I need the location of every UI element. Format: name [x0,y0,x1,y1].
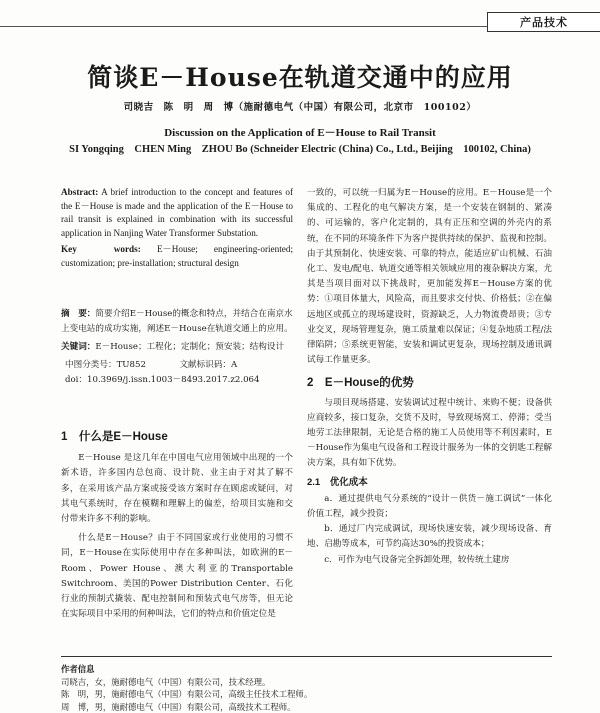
doc-code-label: 文献标识码： [179,360,232,370]
doc-code-value: A [231,360,238,370]
list-item: c．可作为电气设备完全拆卸处理，较传统土建房 [324,554,510,565]
section-1 [61,430,293,622]
clc-value: TU852 [116,360,146,370]
list-item: b．通过厂内完成调试，现场快速安装，减少现场设备、育地、启勘等成本，可节约高达30%的投资成本； [307,524,552,550]
author-info-line: 陈 明，男，施耐德电气（中国）有限公司，高级主任技术工程师。 [61,689,313,700]
abstract-cn [61,307,293,388]
abstract-cn-label: 摘 要： [61,309,96,319]
right-paragraph-continued: 一致的，可以统一归属为E－House的应用。E－House是一个集成的、工程化的电气解决方案，是一个安装在钢制的、紧凑的、可运输的，客户化定制的，具有正压和空调的外壳内的系统，在不同的环境条件下为客户提供持续的保护、监视和控制。由于其预制化、快速安装、可靠的特点，能适应矿山机械、石油化工、发电/配电、轨道交通等相关领域应用的複杂解决方案，尤其是当项目面对以下挑战时，更加能发挥E－House方案的优势：①项目体量大，风险高，而且要求交付快、价格低；②在偏远地区或孤立的现场建设时，资源缺乏，人力物流费昂贵；③专业交叉，现场管理复杂，施工质量难以保证；④复杂地质工程/法律陷阱；⑤系统更智能，安装和调试更复杂，现场控制及通讯调试每工作量更多。 [307,188,552,366]
keywords-cn-text: E－House；工程化；定制化；预安装；结构设计 [95,342,285,352]
abstract-text: A brief introduction to the concept and features of the E－House is made and the application of the E－House to rail transit is explained in combination with its successful application in Nanjing Water Transformer Substation. [61,187,294,238]
keywords-label: Key words: [61,244,141,255]
section-2-paragraph-1: 与项目现场搭建、安装调试过程中统计、来购不便；设备供应商较多，接口复杂，交货不及时，导致现场窝工、停滞；受当地劳工法律限制，无论是合格的施工人员使用等不利因素时，E－House作为集电气设备和工程设计服务为一体的交钥匙工程解决方案，具有如下优势。 [307,397,552,469]
section-tag: 产品技术 [487,12,600,32]
right-column [307,186,552,568]
authors-cn: 司晓吉 陈 明 周 博（施耐德电气（中国）有限公司，北京市 100102） [123,102,477,113]
keywords-text: E－House; engineering-oriented; customization; pre-installation; structural design [61,244,293,268]
author-info-line: 周 博，男，施耐德电气（中国）有限公司，高级技术工程师。 [61,701,296,712]
clc-label: 中图分类号： [65,360,117,370]
author-info [61,663,552,713]
doi: doi：10.3969/j.issn.1003－8493.2017.z2.064 [65,375,260,385]
abstract-label: Abstract: [61,187,99,197]
abstract-en [61,186,293,271]
abstract-cn-text: 简要介绍E－House的概念和特点，并结合在南京水上变电站的成功实施，阐述E－House在轨道交通上的应用。 [61,309,293,334]
section-1-paragraph-1: E－House 是这几年在中国电气应用领域中出现的一个新术语，许多国内总包商、设计院、业主由于对其了解不多，在采用该产品方案或接受该方案时存在顾虑或疑问，对其电气系统时，存在模糊和理解上的偏差，给项目实施和交付带来许多不利的影响。 [61,453,293,525]
list-item: a．通过提供电气分系统的“设计－供货－施工调试”一体化价值工程，减少投资； [307,493,552,520]
section-1-heading: 1 什么是E－House [61,431,168,443]
author-info-line: 司晓吉，女，施耐德电气（中国）有限公司，技术经理。 [61,676,271,687]
footnote-divider [61,656,552,657]
author-info-label: 作者信息 [61,664,95,674]
article-title-cn: 简谈E－House在轨道交通中的应用 [87,63,513,92]
keywords-cn-label: 关键词： [61,342,96,352]
subsection-2-1-heading: 2.1 优化成本 [307,476,368,488]
section-1-paragraph-2: 什么是E－House？由于不同国家或行业使用的习惯不同，E－House在实际使用中存在多种叫法，如欧洲的E－Room、Power House、澳大利亚的Transportable Switchroom、美国的Power Distribution Center、石化行业的预制式撬装、配电控制间和预装式电气房等，但无论在实际项目中采用的何种叫法，它们的特点和价值定位是 [61,533,293,620]
article-title-en: Discussion on the Application of E－House to Rail Transit [164,127,436,139]
authors-en: SI Yongqing CHEN Ming ZHOU Bo (Schneider Electric (China) Co., Ltd., Beijing 100102, China) [69,144,531,155]
section-2-heading: 2 E－House的优势 [307,377,414,390]
